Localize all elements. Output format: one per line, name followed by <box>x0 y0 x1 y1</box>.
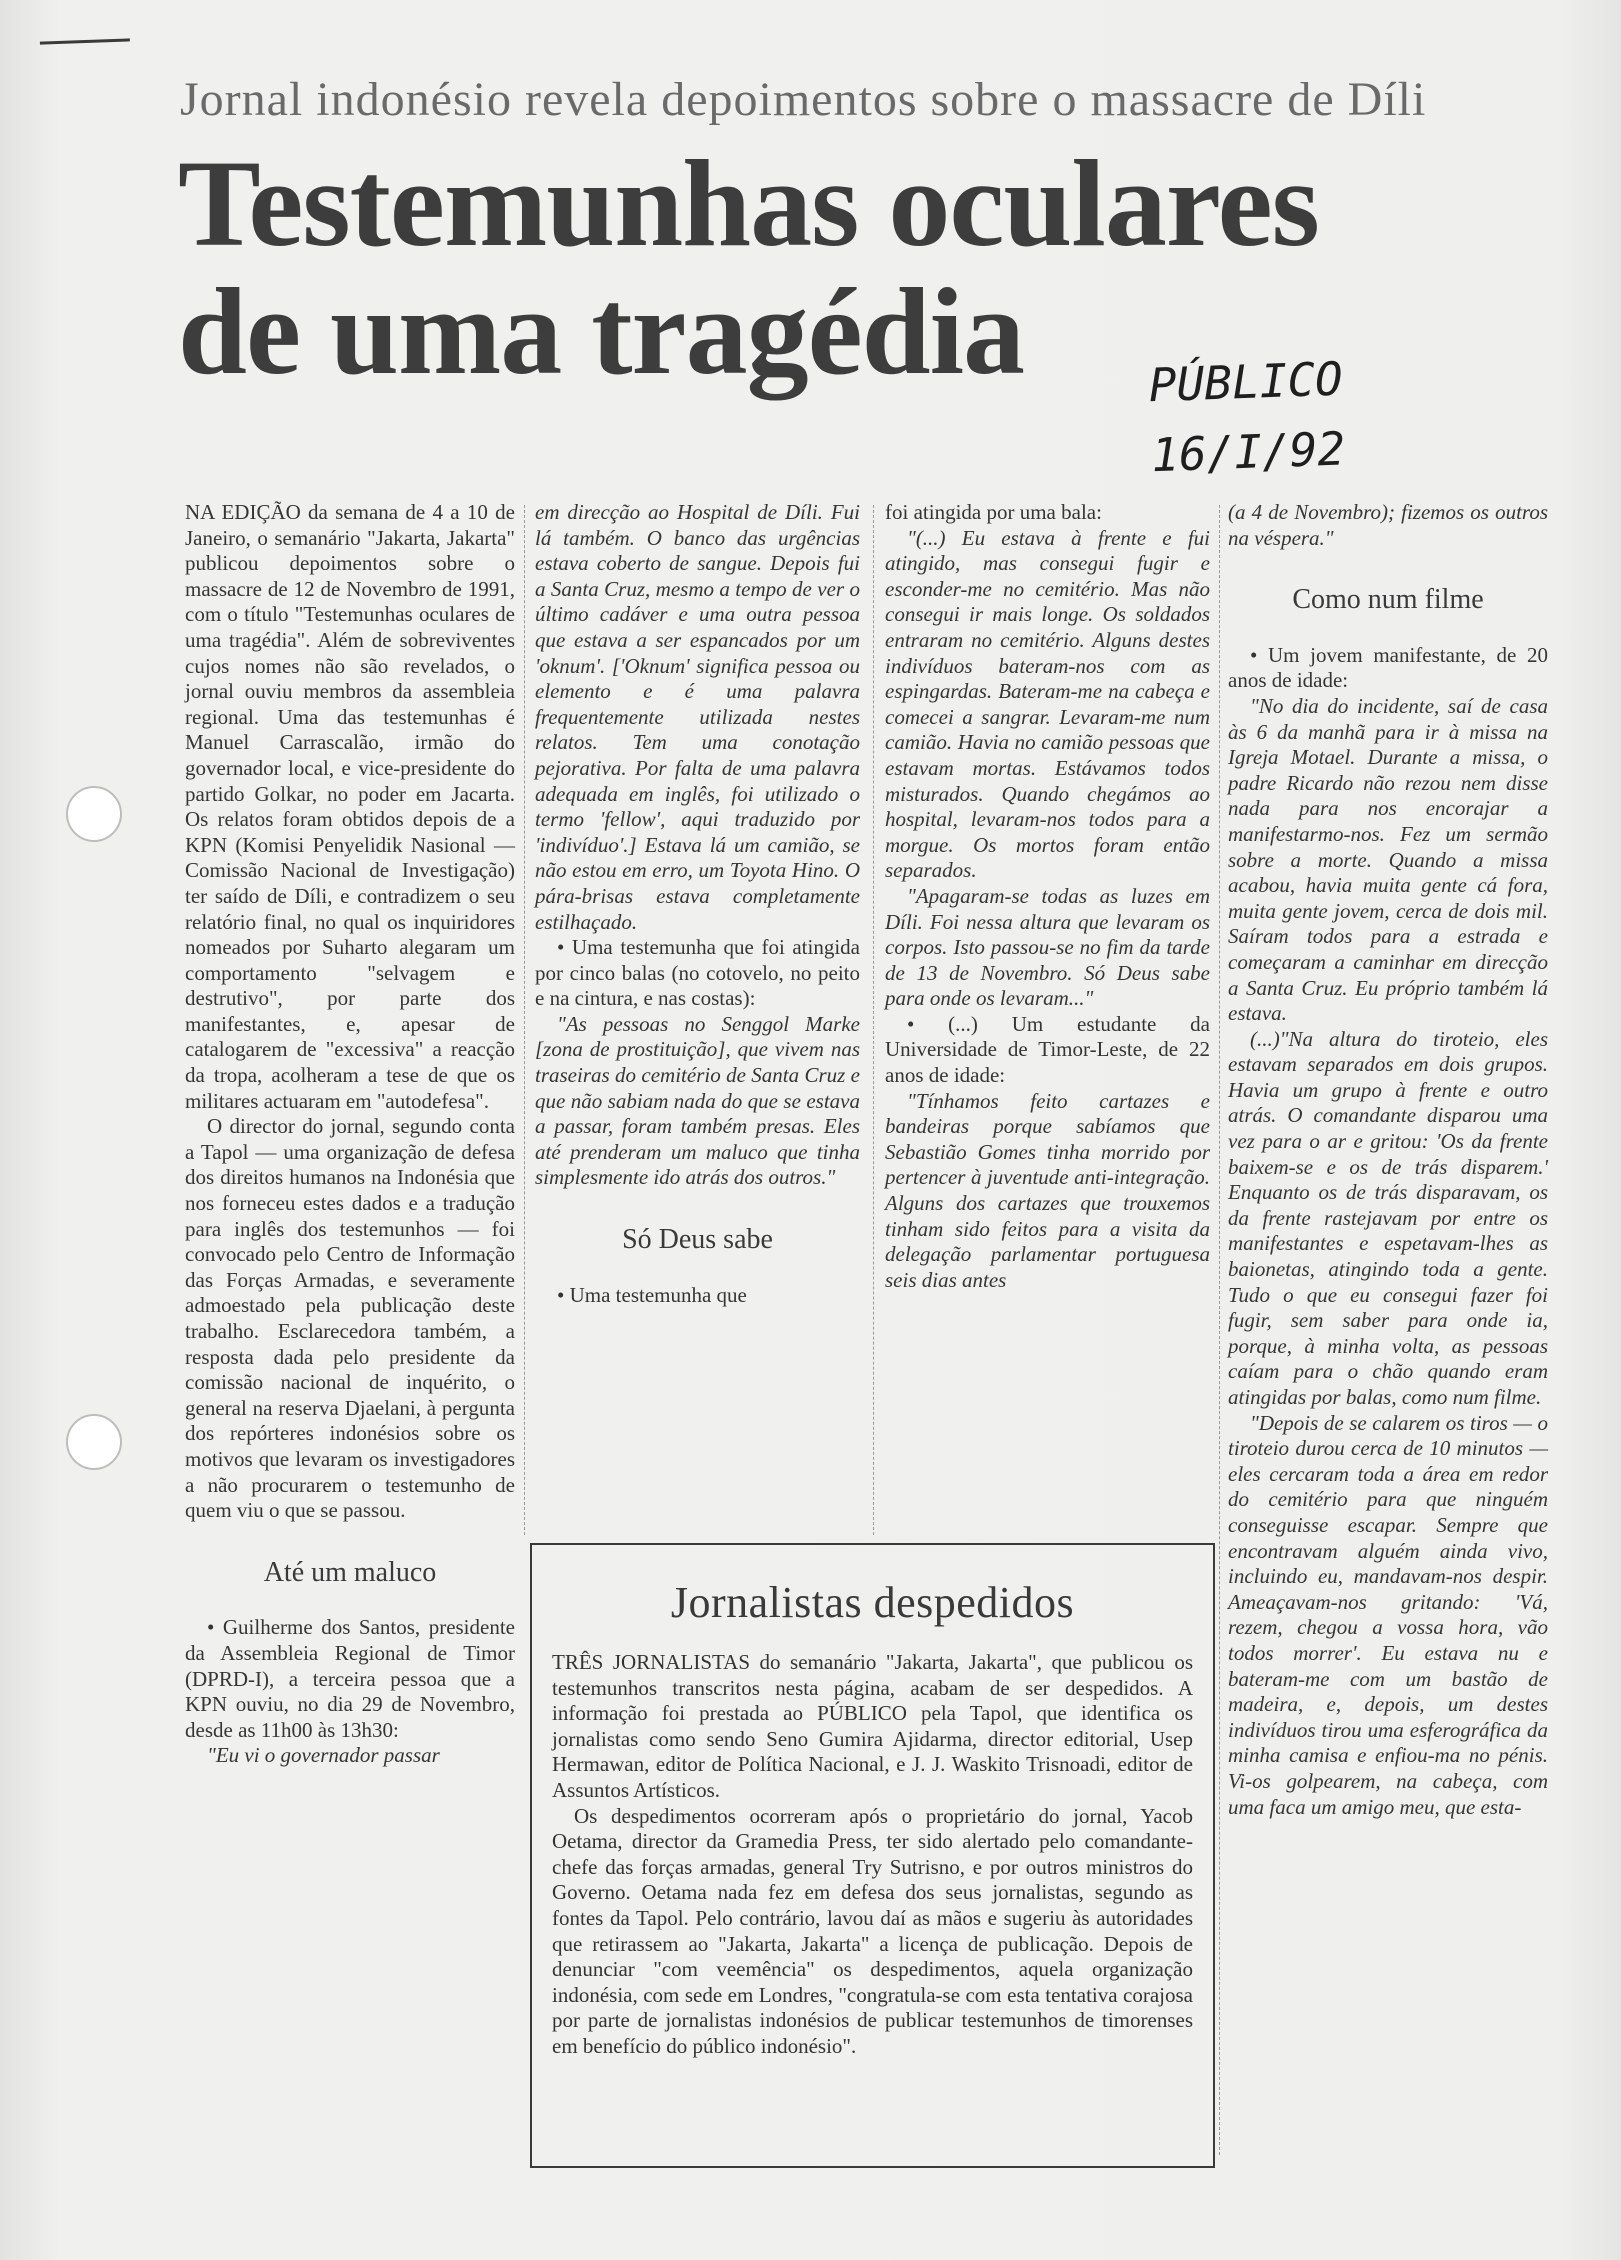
paragraph: "Eu vi o governador passar <box>207 1743 440 1768</box>
paragraph: O director do jornal, segundo conta a Tapol — uma organização de defesa dos direitos humanos na Indonésia que nos forneceu estes dados e a tradução para inglês dos testemunhos — foi convocado pelo Centro de Informação das Forças Armadas, e severamente admoestado pela publicação deste trabalho. Esclarecedora também, a resposta dada pelo presidente da comissão nacional de inquérito, o general na reserva Djaelani, à pergunta dos repórteres indonésios sobre os motivos que levaram os investigadores a não procurarem o testemunho de quem viu o que se passou. <box>185 1114 515 1523</box>
paragraph: NA EDIÇÃO da semana de 4 a 10 de Janeiro, o semanário "Jakarta, Jakarta" publicou depoimentos sobre o massacre de 12 de Novembro de 1991, com o título "Testemunhas oculares de uma tragédia". Além de sobreviventes cujos nomes não são revelados, o jornal ouviu membros da assembleia regional. Uma das testemunhas é Manuel Carrascalão, irmão do governador local, e vice-presidente do partido Golkar, no poder em Jacarta. Os relatos foram obtidos depois de a KPN (Komisi Penyelidik Nasional — Comissão Nacional de Investigação) ter saído de Díli, e contradizem o seu relatório final, no qual os inquiridores nomeados por Suharto alegaram um comportamento "selvagem e destrutivo", por parte dos manifestantes, e, apesar de catalogarem de "excessiva" a reacção da tropa, acolheram a tese de que os militares actuaram em "autodefesa". <box>185 500 515 1113</box>
box-title: Jornalistas despedidos <box>670 1578 1075 1627</box>
article-column-4 <box>1228 500 1548 1820</box>
paragraph: (a 4 de Novembro); fizemos os outros na véspera." <box>1228 500 1548 550</box>
column-rule <box>873 505 874 1535</box>
paragraph: foi atingida por uma bala: <box>885 500 1102 524</box>
paragraph: "Tínhamos feito cartazes e bandeiras porque sabíamos que Sebastião Gomes tinha morrido por pertencer à juventude anti-integração. Alguns dos cartazes que trouxemos tinham sido feitos para a visita da delegação parlamentar portuguesa seis dias antes <box>885 1088 1210 1292</box>
paragraph: • Uma testemunha que foi atingida por cinco balas (no cotovelo, no peito e na cintura, e nas costas): <box>535 935 860 1011</box>
paragraph: "(...) Eu estava à frente e fui atingido, mas consegui fugir e esconder-me no cemitério. Mas não consegui ir mais longe. Os soldados entraram no cemitério. Alguns destes indivíduos bateram-nos com as espingardas. Bateram-me na cabeça e comecei a sangrar. Levaram-me num camião. Havia no camião pessoas que estavam mortas. Estávamos todos misturados. Quando chegámos ao hospital, levaram-nos todos para a morgue. Os mortos foram então separados. <box>885 525 1210 883</box>
box-paragraph: Os despedimentos ocorreram após o proprietário do jornal, Yacob Oetama, director da Gramedia Press, ter sido alertado pelo comandante-chefe das forças armadas, general Try Sutrisno, e por outros ministros do Governo. Oetama nada fez em defesa dos seus jornalistas, segundo as fontes da Tapol. Pelo contrário, lavou daí as mãos e sugeriu às autoridades que retirassem ao "Jakarta, Jakarta" a licença de publicação. Depois de denunciar "com veemência" os despedimentos, aquela organização indonésia, com sede em Londres, "congratula-se com esta tentativa corajosa por parte de jornalistas indonésios de publicar testemunhos de timorenses em benefício do público indonésio". <box>552 1803 1193 2058</box>
paragraph: "Apagaram-se todas as luzes em Díli. Foi nessa altura que levaram os corpos. Isto passou-se no fim da tarde de 13 de Novembro. Só Deus sabe para onde os levaram..." <box>885 883 1210 1011</box>
article-column-1 <box>185 500 515 1769</box>
paragraph: "Depois de se calarem os tiros — o tiroteio durou cerca de 10 minutos — eles cercaram toda a área em redor do cemitério para que ninguém conseguisse escapar. Sempre que encontravam alguém ainda vivo, incluindo eu, mandavam-nos despir. Ameaçavam-nos gritando: 'Vá, rezem, chegou a vossa hora, vão todos morrer'. Eu estava nu e bateram-me com um bastão de madeira, e, depois, um destes indivíduos tirou uma esferográfica da minha camisa e enfiou-ma no pénis. Vi-os golpearem, na cabeça, com uma faca um amigo meu, que esta- <box>1228 1410 1548 1819</box>
article-column-2 <box>535 500 860 1308</box>
sidebar-box <box>530 1543 1215 2168</box>
column-rule <box>1219 505 1220 2155</box>
paragraph: • Uma testemunha que <box>557 1282 747 1307</box>
headline-line-2: de uma tragédia <box>178 263 1025 400</box>
paragraph: "No dia do incidente, saí de casa às 6 da manhã para ir à missa na Igreja Motael. Durante a missa, o padre Ricardo não rezou nem disse nada para nos encorajar a manifestarmo-nos. Fez um sermão sobre a morte. Quando a missa acabou, havia muita gente cá fora, muita gente jovem, cerca de dois mil. Saíram todos para a estrada e começaram a caminhar em direcção a Santa Cruz. Eu próprio também lá estava. <box>1228 693 1548 1026</box>
subheading: Só Deus sabe <box>622 1224 773 1256</box>
box-paragraph: TRÊS JORNALISTAS do semanário "Jakarta, Jakarta", que publicou os testemunhos transcritos nesta página, acabam de ser despedidos. A informação foi prestada ao PÚBLICO pela Tapol, que identifica os jornalistas como sendo Seno Gumira Ajidarma, director editorial, Usep Hermawan, editor de Política Nacional, e J. J. Waskito Trisnoadi, editor de Assuntos Artísticos. <box>552 1650 1193 1802</box>
punch-hole-top <box>66 786 122 842</box>
paragraph: • (...) Um estudante da Universidade de Timor-Leste, de 22 anos de idade: <box>885 1011 1210 1088</box>
handwritten-annotation <box>1148 340 1453 490</box>
subheading: Como num filme <box>1292 584 1484 616</box>
subheading: Até um maluco <box>263 1556 437 1588</box>
paragraph: • Um jovem manifestante, de 20 anos de idade: <box>1228 642 1548 693</box>
headline-line-1: Testemunhas oculares <box>178 135 1319 272</box>
punch-hole-bottom <box>66 1414 122 1470</box>
column-rule <box>524 505 525 1535</box>
paragraph: em direcção ao Hospital de Díli. Fui lá também. O banco das urgências estava coberto de sangue. Depois fui a Santa Cruz, mesmo a tempo de ver o último cadáver e uma outra pessoa que estava a ser espancados por um 'oknum'. ['Oknum' significa pessoa ou elemento e é uma palavra frequentemente utilizada nestes relatos. Tem uma conotação pejorativa. Por falta de uma palavra adequada em inglês, foi utilizado o termo 'fellow', aqui traduzido por 'indivíduo'.] Estava lá um camião, se não estou em erro, um Toyota Hino. O pára-brisas estava completamente estilhaçado. <box>535 500 860 934</box>
article-column-3 <box>885 500 1210 1293</box>
kicker: Jornal indonésio revela depoimentos sobre o massacre de Díli <box>180 73 1427 126</box>
annotation-date: 16/I/92 <box>1150 421 1347 483</box>
annotation-publication: PÚBLICO <box>1147 351 1344 413</box>
paragraph: "As pessoas no Senggol Marke [zona de prostituição], que vivem nas traseiras do cemitério de Santa Cruz e que não sabiam nada do que se estava a passar, foram também presas. Eles até prenderam um maluco que tinha simplesmente ido atrás dos outros." <box>535 1011 860 1190</box>
paragraph: (...)"Na altura do tiroteio, eles estavam separados em dois grupos. Havia um grupo à frente e outro atrás. O comandante disparou uma vez para o ar e gritou: 'Os da frente baixem-se e os de trás disparem.' Enquanto os de trás disparavam, os da frente rastejavam por entre os manifestantes e espetavam-lhes as baionetas, atingindo toda a gente. Tudo o que eu consegui fazer foi fugir, sem saber para onde ia, porque, à minha volta, as pessoas caíam para o chão quando eram atingidas por balas, como num filme. <box>1228 1026 1548 1409</box>
paragraph: • Guilherme dos Santos, presidente da Assembleia Regional de Timor (DPRD-I), a terceira pessoa que a KPN ouviu, no dia 29 de Novembro, desde as 11h00 às 13h30: <box>185 1615 515 1742</box>
